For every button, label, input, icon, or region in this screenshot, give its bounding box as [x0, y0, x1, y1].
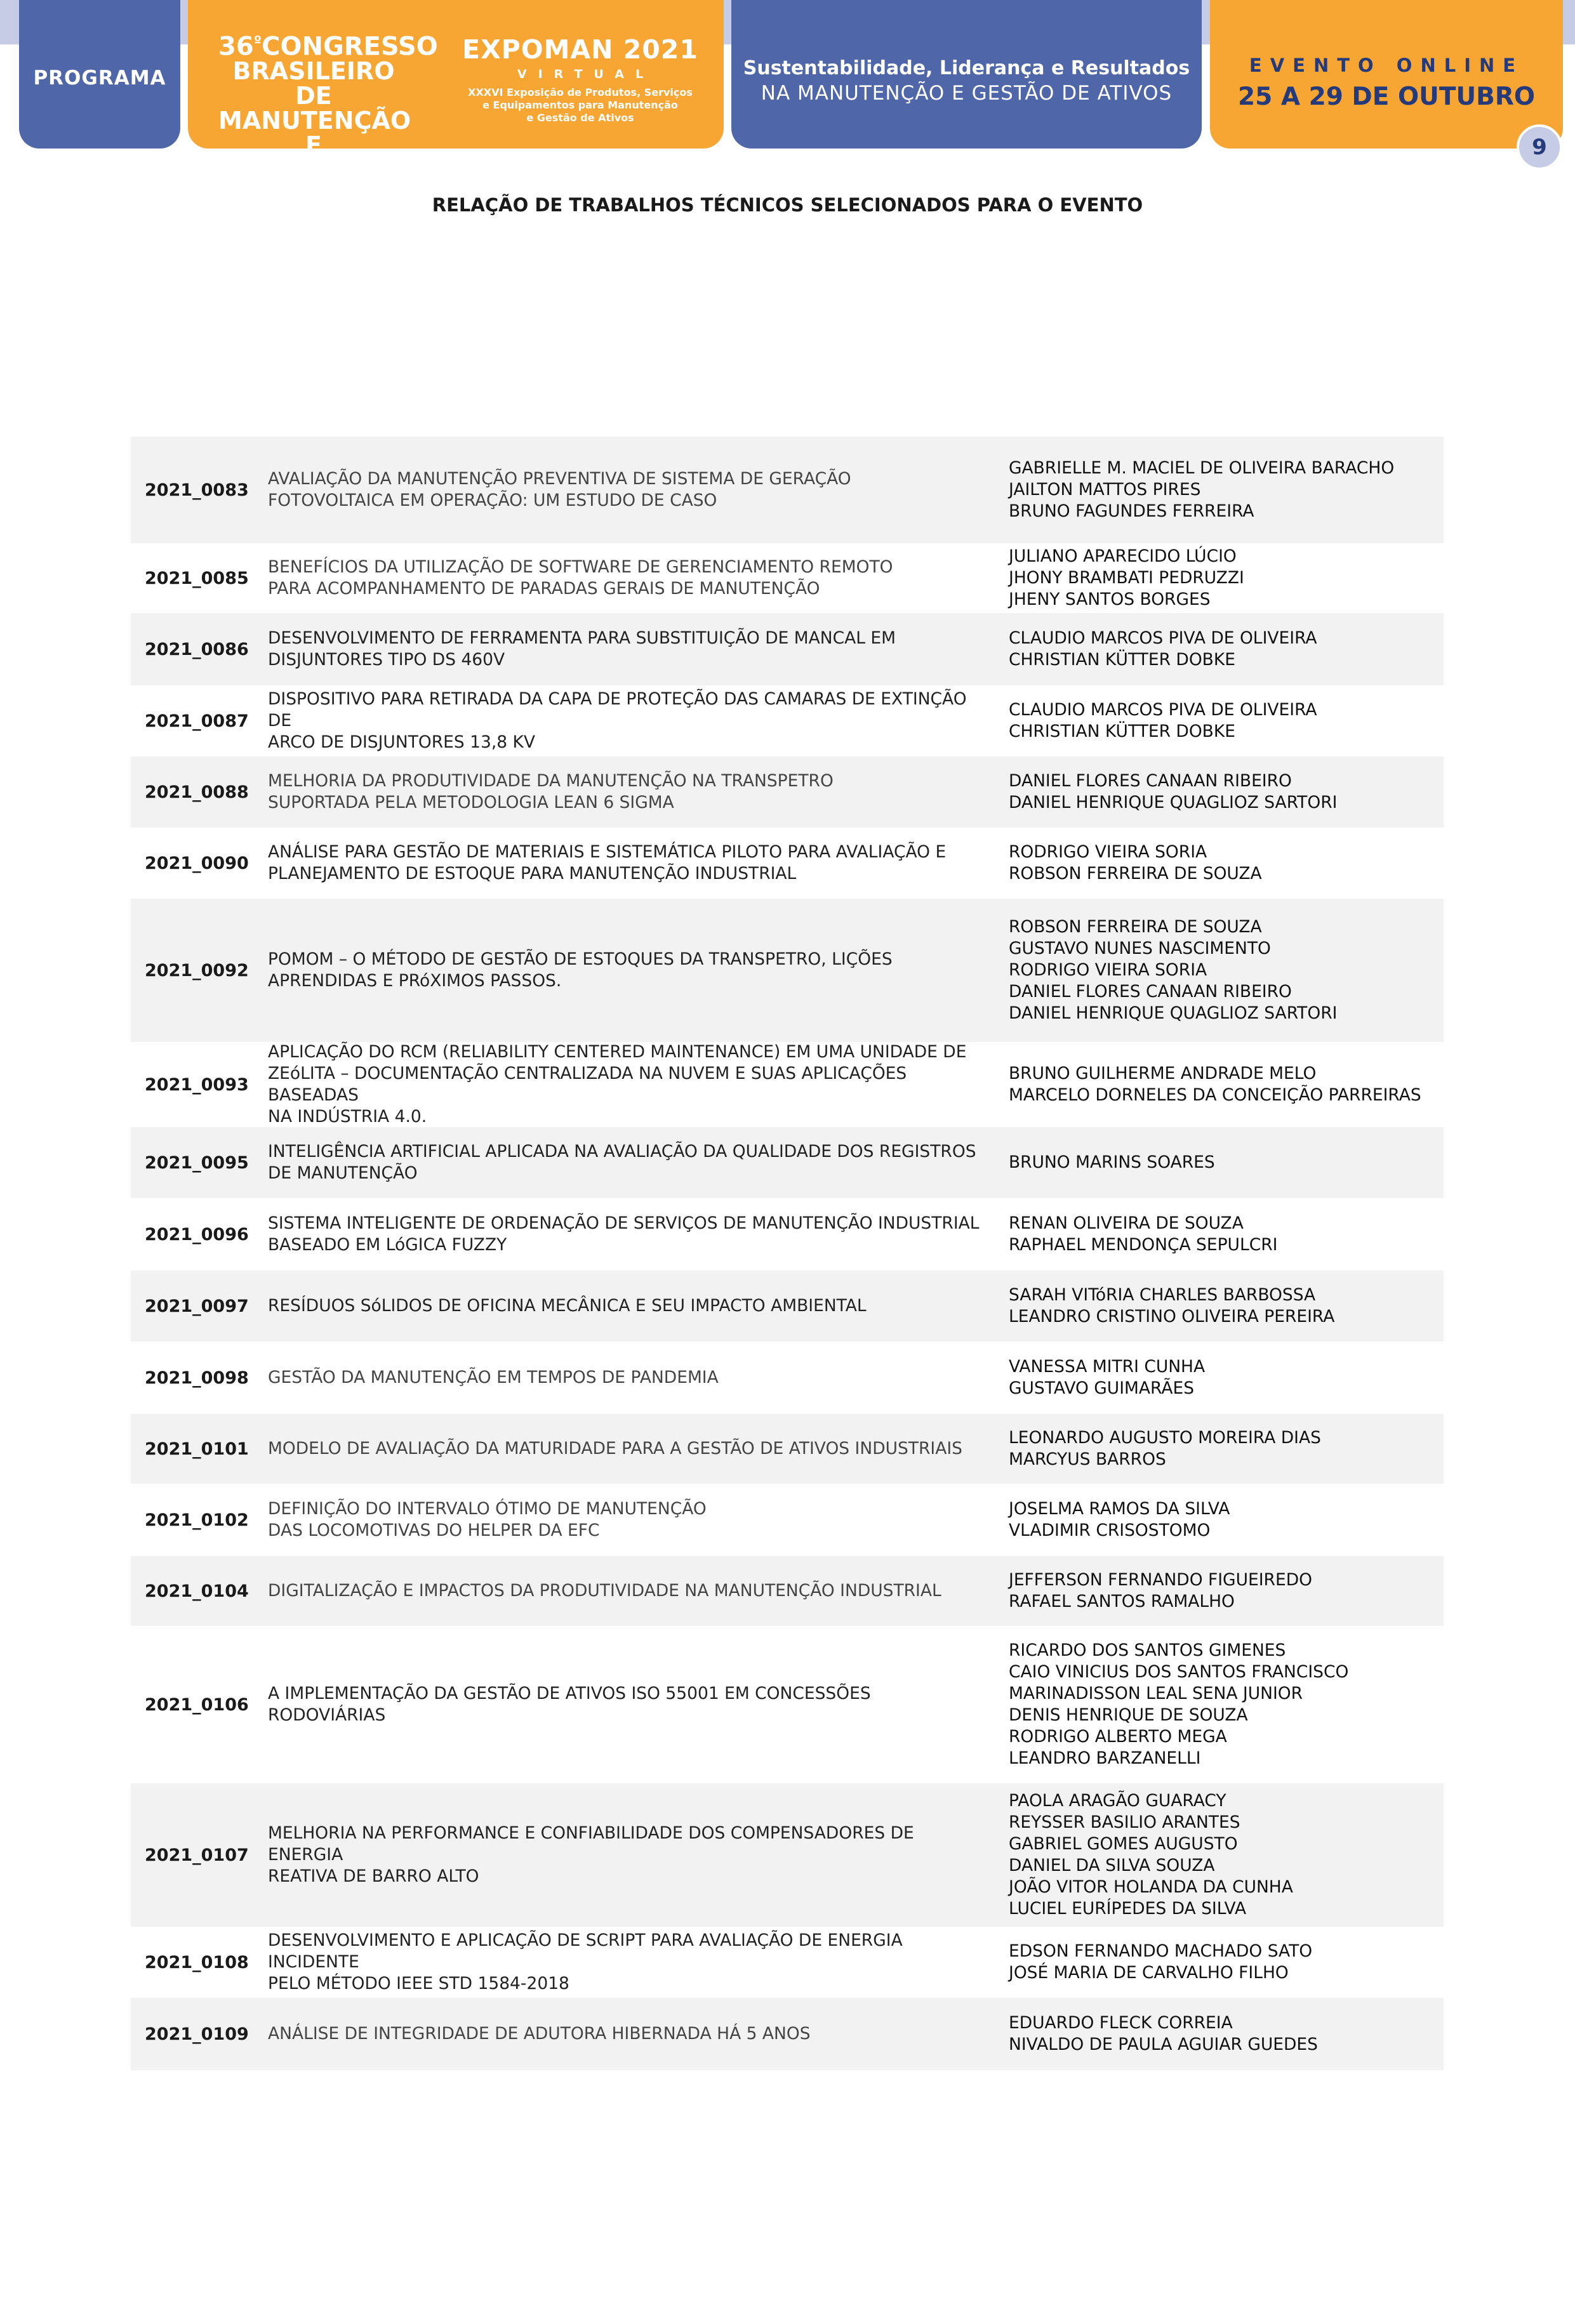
- paper-row: [131, 1927, 1444, 1998]
- paper-code: 2021_0108: [145, 1952, 249, 1972]
- congress-number: 36: [218, 32, 254, 62]
- paper-authors: [1009, 1063, 1444, 1106]
- paper-authors: [1009, 842, 1444, 885]
- paper-row: [131, 899, 1444, 1042]
- paper-title: DESENVOLVIMENTO DE FERRAMENTA PARA SUBSTITUIÇÃO DE MANCAL EM DISJUNTORES TIPO DS 460V: [268, 628, 896, 670]
- paper-author: LEANDRO BARZANELLI: [1009, 1748, 1201, 1768]
- paper-author: RENAN OLIVEIRA DE SOUZA: [1009, 1213, 1244, 1233]
- paper-code: 2021_0101: [145, 1439, 249, 1459]
- paper-author: JHONY BRAMBATI PEDRUZZI: [1009, 568, 1244, 588]
- paper-author: SARAH VITóRIA CHARLES BARBOSSA: [1009, 1285, 1316, 1305]
- paper-author: GABRIEL GOMES AUGUSTO: [1009, 1834, 1238, 1854]
- paper-row: [131, 1198, 1444, 1271]
- paper-author: CAIO VINICIUS DOS SANTOS FRANCISCO: [1009, 1662, 1349, 1682]
- paper-title: GESTÃO DA MANUTENÇÃO EM TEMPOS DE PANDEMIA: [268, 1368, 719, 1387]
- paper-authors: [1009, 2012, 1444, 2056]
- paper-title: MELHORIA NA PERFORMANCE E CONFIABILIDADE DOS COMPENSADORES DE ENERGIA REATIVA DE BARRO ALTO: [268, 1823, 914, 1886]
- paper-author: RAFAEL SANTOS RAMALHO: [1009, 1592, 1235, 1611]
- paper-author: PAOLA ARAGÃO GUARACY: [1009, 1791, 1226, 1811]
- programa-label: PROGRAMA: [33, 67, 166, 89]
- paper-author: MARINADISSON LEAL SENA JUNIOR: [1009, 1684, 1303, 1703]
- programa-tab[interactable]: [19, 0, 180, 149]
- paper-row: [131, 613, 1444, 685]
- paper-code: 2021_0104: [145, 1581, 249, 1601]
- paper-title: APLICAÇÃO DO RCM (RELIABILITY CENTERED MAINTENANCE) EM UMA UNIDADE DE ZEóLITA – DOCUMENTAÇÃO CENTRALIZADA NA NUVEM E SUAS APLICAÇÕES BASEADAS NA INDÚSTRIA 4.0.: [268, 1042, 967, 1126]
- paper-author: DANIEL FLORES CANAAN RIBEIRO: [1009, 982, 1292, 1001]
- paper-authors: [1009, 1213, 1444, 1256]
- paper-code: 2021_0090: [145, 853, 249, 873]
- paper-row: [131, 1342, 1444, 1414]
- paper-authors: [1009, 1498, 1444, 1542]
- paper-author: JOSELMA RAMOS DA SILVA: [1009, 1499, 1230, 1519]
- paper-author: NIVALDO DE PAULA AGUIAR GUEDES: [1009, 2035, 1318, 2054]
- paper-authors: [1009, 546, 1444, 611]
- page-number-badge: 9: [1517, 124, 1562, 170]
- theme-banner: [731, 0, 1202, 149]
- paper-title: RESÍDUOS SóLIDOS DE OFICINA MECÂNICA E SEU IMPACTO AMBIENTAL: [268, 1296, 867, 1316]
- paper-title: ANÁLISE DE INTEGRIDADE DE ADUTORA HIBERNADA HÁ 5 ANOS: [268, 2024, 811, 2043]
- paper-code: 2021_0106: [145, 1694, 249, 1715]
- paper-author: DANIEL HENRIQUE QUAGLIOZ SARTORI: [1009, 1003, 1338, 1023]
- paper-row: [131, 1556, 1444, 1626]
- paper-author: DANIEL DA SILVA SOUZA: [1009, 1856, 1215, 1875]
- paper-authors: [1009, 1569, 1444, 1613]
- paper-author: GUSTAVO GUIMARÃES: [1009, 1378, 1195, 1398]
- paper-row: [131, 1484, 1444, 1556]
- paper-row: [131, 1127, 1444, 1198]
- paper-row: [131, 1626, 1444, 1783]
- paper-code: 2021_0096: [145, 1224, 249, 1245]
- paper-code: 2021_0097: [145, 1296, 249, 1316]
- paper-author: BRUNO MARINS SOARES: [1009, 1152, 1215, 1172]
- paper-title: DEFINIÇÃO DO INTERVALO ÓTIMO DE MANUTENÇÃO DAS LOCOMOTIVAS DO HELPER DA EFC: [268, 1499, 707, 1540]
- congress-line2: BRASILEIRO DE: [232, 57, 395, 110]
- paper-author: DENIS HENRIQUE DE SOUZA: [1009, 1705, 1248, 1725]
- paper-title: A IMPLEMENTAÇÃO DA GESTÃO DE ATIVOS ISO 55001 EM CONCESSÕES RODOVIÁRIAS: [268, 1684, 871, 1725]
- paper-author: RODRIGO VIEIRA SORIA: [1009, 960, 1207, 980]
- paper-authors: [1009, 1790, 1444, 1920]
- theme-line2: NA MANUTENÇÃO E GESTÃO DE ATIVOS: [761, 82, 1173, 105]
- paper-code: 2021_0092: [145, 960, 249, 980]
- paper-title: MELHORIA DA PRODUTIVIDADE DA MANUTENÇÃO NA TRANSPETRO SUPORTADA PELA METODOLOGIA LEAN 6 SIGMA: [268, 771, 834, 812]
- paper-author: LEONARDO AUGUSTO MOREIRA DIAS: [1009, 1428, 1321, 1448]
- paper-author: MARCELO DORNELES DA CONCEIÇÃO PARREIRAS: [1009, 1085, 1421, 1105]
- paper-author: BRUNO GUILHERME ANDRADE MELO: [1009, 1064, 1317, 1083]
- paper-authors: [1009, 1941, 1444, 1984]
- paper-code: 2021_0102: [145, 1510, 249, 1530]
- expoman-desc-line3: e Gestão de Ativos: [526, 112, 634, 124]
- paper-author: LEANDRO CRISTINO OLIVEIRA PEREIRA: [1009, 1307, 1335, 1326]
- paper-author: JULIANO APARECIDO LÚCIO: [1009, 546, 1237, 566]
- paper-author: RODRIGO VIEIRA SORIA: [1009, 842, 1207, 862]
- paper-row: [131, 1783, 1444, 1927]
- paper-row: [131, 828, 1444, 899]
- paper-authors: [1009, 1356, 1444, 1399]
- event-dates: 25 A 29 DE OUTUBRO: [1237, 83, 1536, 111]
- paper-authors: [1009, 1427, 1444, 1470]
- paper-author: GUSTAVO NUNES NASCIMENTO: [1009, 939, 1271, 958]
- paper-code: 2021_0086: [145, 639, 249, 659]
- paper-title: DISPOSITIVO PARA RETIRADA DA CAPA DE PROTEÇÃO DAS CAMARAS DE EXTINÇÃO DE ARCO DE DISJUNTORES 13,8 KV: [268, 689, 967, 752]
- paper-author: EDUARDO FLECK CORREIA: [1009, 2013, 1233, 2033]
- paper-title: DIGITALIZAÇÃO E IMPACTOS DA PRODUTIVIDADE NA MANUTENÇÃO INDUSTRIAL: [268, 1581, 941, 1601]
- paper-author: JOSÉ MARIA DE CARVALHO FILHO: [1009, 1963, 1289, 1983]
- paper-authors: [1009, 1152, 1444, 1173]
- paper-authors: [1009, 916, 1444, 1024]
- paper-row: [131, 685, 1444, 756]
- paper-author: EDSON FERNANDO MACHADO SATO: [1009, 1941, 1313, 1961]
- paper-author: MARCYUS BARROS: [1009, 1449, 1166, 1469]
- paper-row: [131, 543, 1444, 613]
- paper-title: MODELO DE AVALIAÇÃO DA MATURIDADE PARA A GESTÃO DE ATIVOS INDUSTRIAIS: [268, 1439, 962, 1458]
- paper-row: [131, 756, 1444, 828]
- paper-title: DESENVOLVIMENTO E APLICAÇÃO DE SCRIPT PARA AVALIAÇÃO DE ENERGIA INCIDENTE PELO MÉTODO IEEE STD 1584-2018: [268, 1931, 903, 1993]
- paper-author: CLAUDIO MARCOS PIVA DE OLIVEIRA: [1009, 628, 1317, 648]
- paper-title: SISTEMA INTELIGENTE DE ORDENAÇÃO DE SERVIÇOS DE MANUTENÇÃO INDUSTRIAL BASEADO EM LóGICA FUZZY: [268, 1213, 980, 1255]
- paper-row: [131, 1998, 1444, 2070]
- paper-author: ROBSON FERREIRA DE SOUZA: [1009, 864, 1262, 883]
- paper-author: REYSSER BASILIO ARANTES: [1009, 1812, 1240, 1832]
- paper-code: 2021_0087: [145, 711, 249, 731]
- paper-author: JAILTON MATTOS PIRES: [1009, 480, 1201, 499]
- paper-code: 2021_0107: [145, 1845, 249, 1865]
- paper-authors: [1009, 770, 1444, 814]
- paper-author: RAPHAEL MENDONÇA SEPULCRI: [1009, 1235, 1278, 1255]
- congress-line4: GESTÃO DE ATIVOS: [251, 159, 376, 207]
- congress-banner: [188, 0, 724, 207]
- paper-author: CLAUDIO MARCOS PIVA DE OLIVEIRA: [1009, 700, 1317, 720]
- paper-author: LUCIEL EURÍPEDES DA SILVA: [1009, 1899, 1247, 1918]
- paper-authors: [1009, 628, 1444, 671]
- paper-authors: [1009, 1284, 1444, 1328]
- paper-code: 2021_0088: [145, 782, 249, 802]
- congress-logo-text: [218, 29, 438, 208]
- expoman-virtual: VIRTUAL: [517, 67, 655, 81]
- paper-row: [131, 437, 1444, 543]
- paper-author: JOÃO VITOR HOLANDA DA CUNHA: [1009, 1877, 1293, 1897]
- event-line1: EVENTO ONLINE: [1249, 55, 1524, 76]
- paper-author: VLADIMIR CRISOSTOMO: [1009, 1521, 1211, 1540]
- paper-author: RICARDO DOS SANTOS GIMENES: [1009, 1641, 1286, 1660]
- paper-authors: [1009, 699, 1444, 743]
- paper-author: CHRISTIAN KÜTTER DOBKE: [1009, 650, 1235, 670]
- congress-line3: MANUTENÇÃO E: [218, 107, 411, 160]
- paper-author: ROBSON FERREIRA DE SOUZA: [1009, 917, 1262, 937]
- paper-author: CHRISTIAN KÜTTER DOBKE: [1009, 722, 1235, 741]
- page-heading: RELAÇÃO DE TRABALHOS TÉCNICOS SELECIONADOS PARA O EVENTO: [432, 194, 1143, 216]
- paper-authors: [1009, 1640, 1444, 1769]
- paper-code: 2021_0083: [145, 480, 249, 500]
- congress-ordinal: º: [253, 34, 262, 50]
- paper-title: ANÁLISE PARA GESTÃO DE MATERIAIS E SISTEMÁTICA PILOTO PARA AVALIAÇÃO E PLANEJAMENTO DE ESTOQUE PARA MANUTENÇÃO INDUSTRIAL: [268, 842, 947, 883]
- expoman-title: EXPOMAN 2021: [462, 34, 698, 65]
- paper-author: DANIEL HENRIQUE QUAGLIOZ SARTORI: [1009, 793, 1338, 812]
- paper-code: 2021_0093: [145, 1074, 249, 1095]
- paper-title: POMOM – O MÉTODO DE GESTÃO DE ESTOQUES DA TRANSPETRO, LIÇÕES APRENDIDAS E PRóXIMOS PASSOS.: [268, 949, 893, 991]
- paper-title: AVALIAÇÃO DA MANUTENÇÃO PREVENTIVA DE SISTEMA DE GERAÇÃO FOTOVOLTAICA EM OPERAÇÃO: UM ESTUDO DE CASO: [268, 469, 851, 510]
- paper-title: BENEFÍCIOS DA UTILIZAÇÃO DE SOFTWARE DE GERENCIAMENTO REMOTO PARA ACOMPANHAMENTO DE PARADAS GERAIS DE MANUTENÇÃO: [268, 557, 893, 598]
- expoman-desc-line2: e Equipamentos para Manutenção: [482, 99, 678, 111]
- paper-code: 2021_0085: [145, 568, 249, 588]
- paper-authors: [1009, 458, 1444, 522]
- paper-author: JHENY SANTOS BORGES: [1009, 590, 1211, 609]
- papers-table: [131, 437, 1444, 2070]
- paper-author: VANESSA MITRI CUNHA: [1009, 1357, 1206, 1377]
- paper-code: 2021_0109: [145, 2024, 249, 2044]
- theme-line1: Sustentabilidade, Liderança e Resultados: [743, 57, 1190, 79]
- event-banner: [1210, 0, 1563, 149]
- paper-author: JEFFERSON FERNANDO FIGUEIREDO: [1009, 1570, 1312, 1590]
- paper-author: BRUNO FAGUNDES FERREIRA: [1009, 501, 1254, 521]
- expoman-desc-line1: XXXVI Exposição de Produtos, Serviços: [468, 86, 693, 98]
- paper-code: 2021_0095: [145, 1152, 249, 1173]
- paper-code: 2021_0098: [145, 1368, 249, 1388]
- paper-author: RODRIGO ALBERTO MEGA: [1009, 1727, 1227, 1746]
- paper-row: [131, 1271, 1444, 1342]
- paper-title: INTELIGÊNCIA ARTIFICIAL APLICADA NA AVALIAÇÃO DA QUALIDADE DOS REGISTROS DE MANUTENÇÃO: [268, 1142, 976, 1183]
- expoman-logo-text: [453, 34, 707, 124]
- congress-line1: CONGRESSO: [262, 32, 438, 62]
- paper-row: [131, 1414, 1444, 1484]
- paper-author: GABRIELLE M. MACIEL DE OLIVEIRA BARACHO: [1009, 458, 1395, 478]
- paper-author: DANIEL FLORES CANAAN RIBEIRO: [1009, 771, 1292, 791]
- paper-row: [131, 1042, 1444, 1127]
